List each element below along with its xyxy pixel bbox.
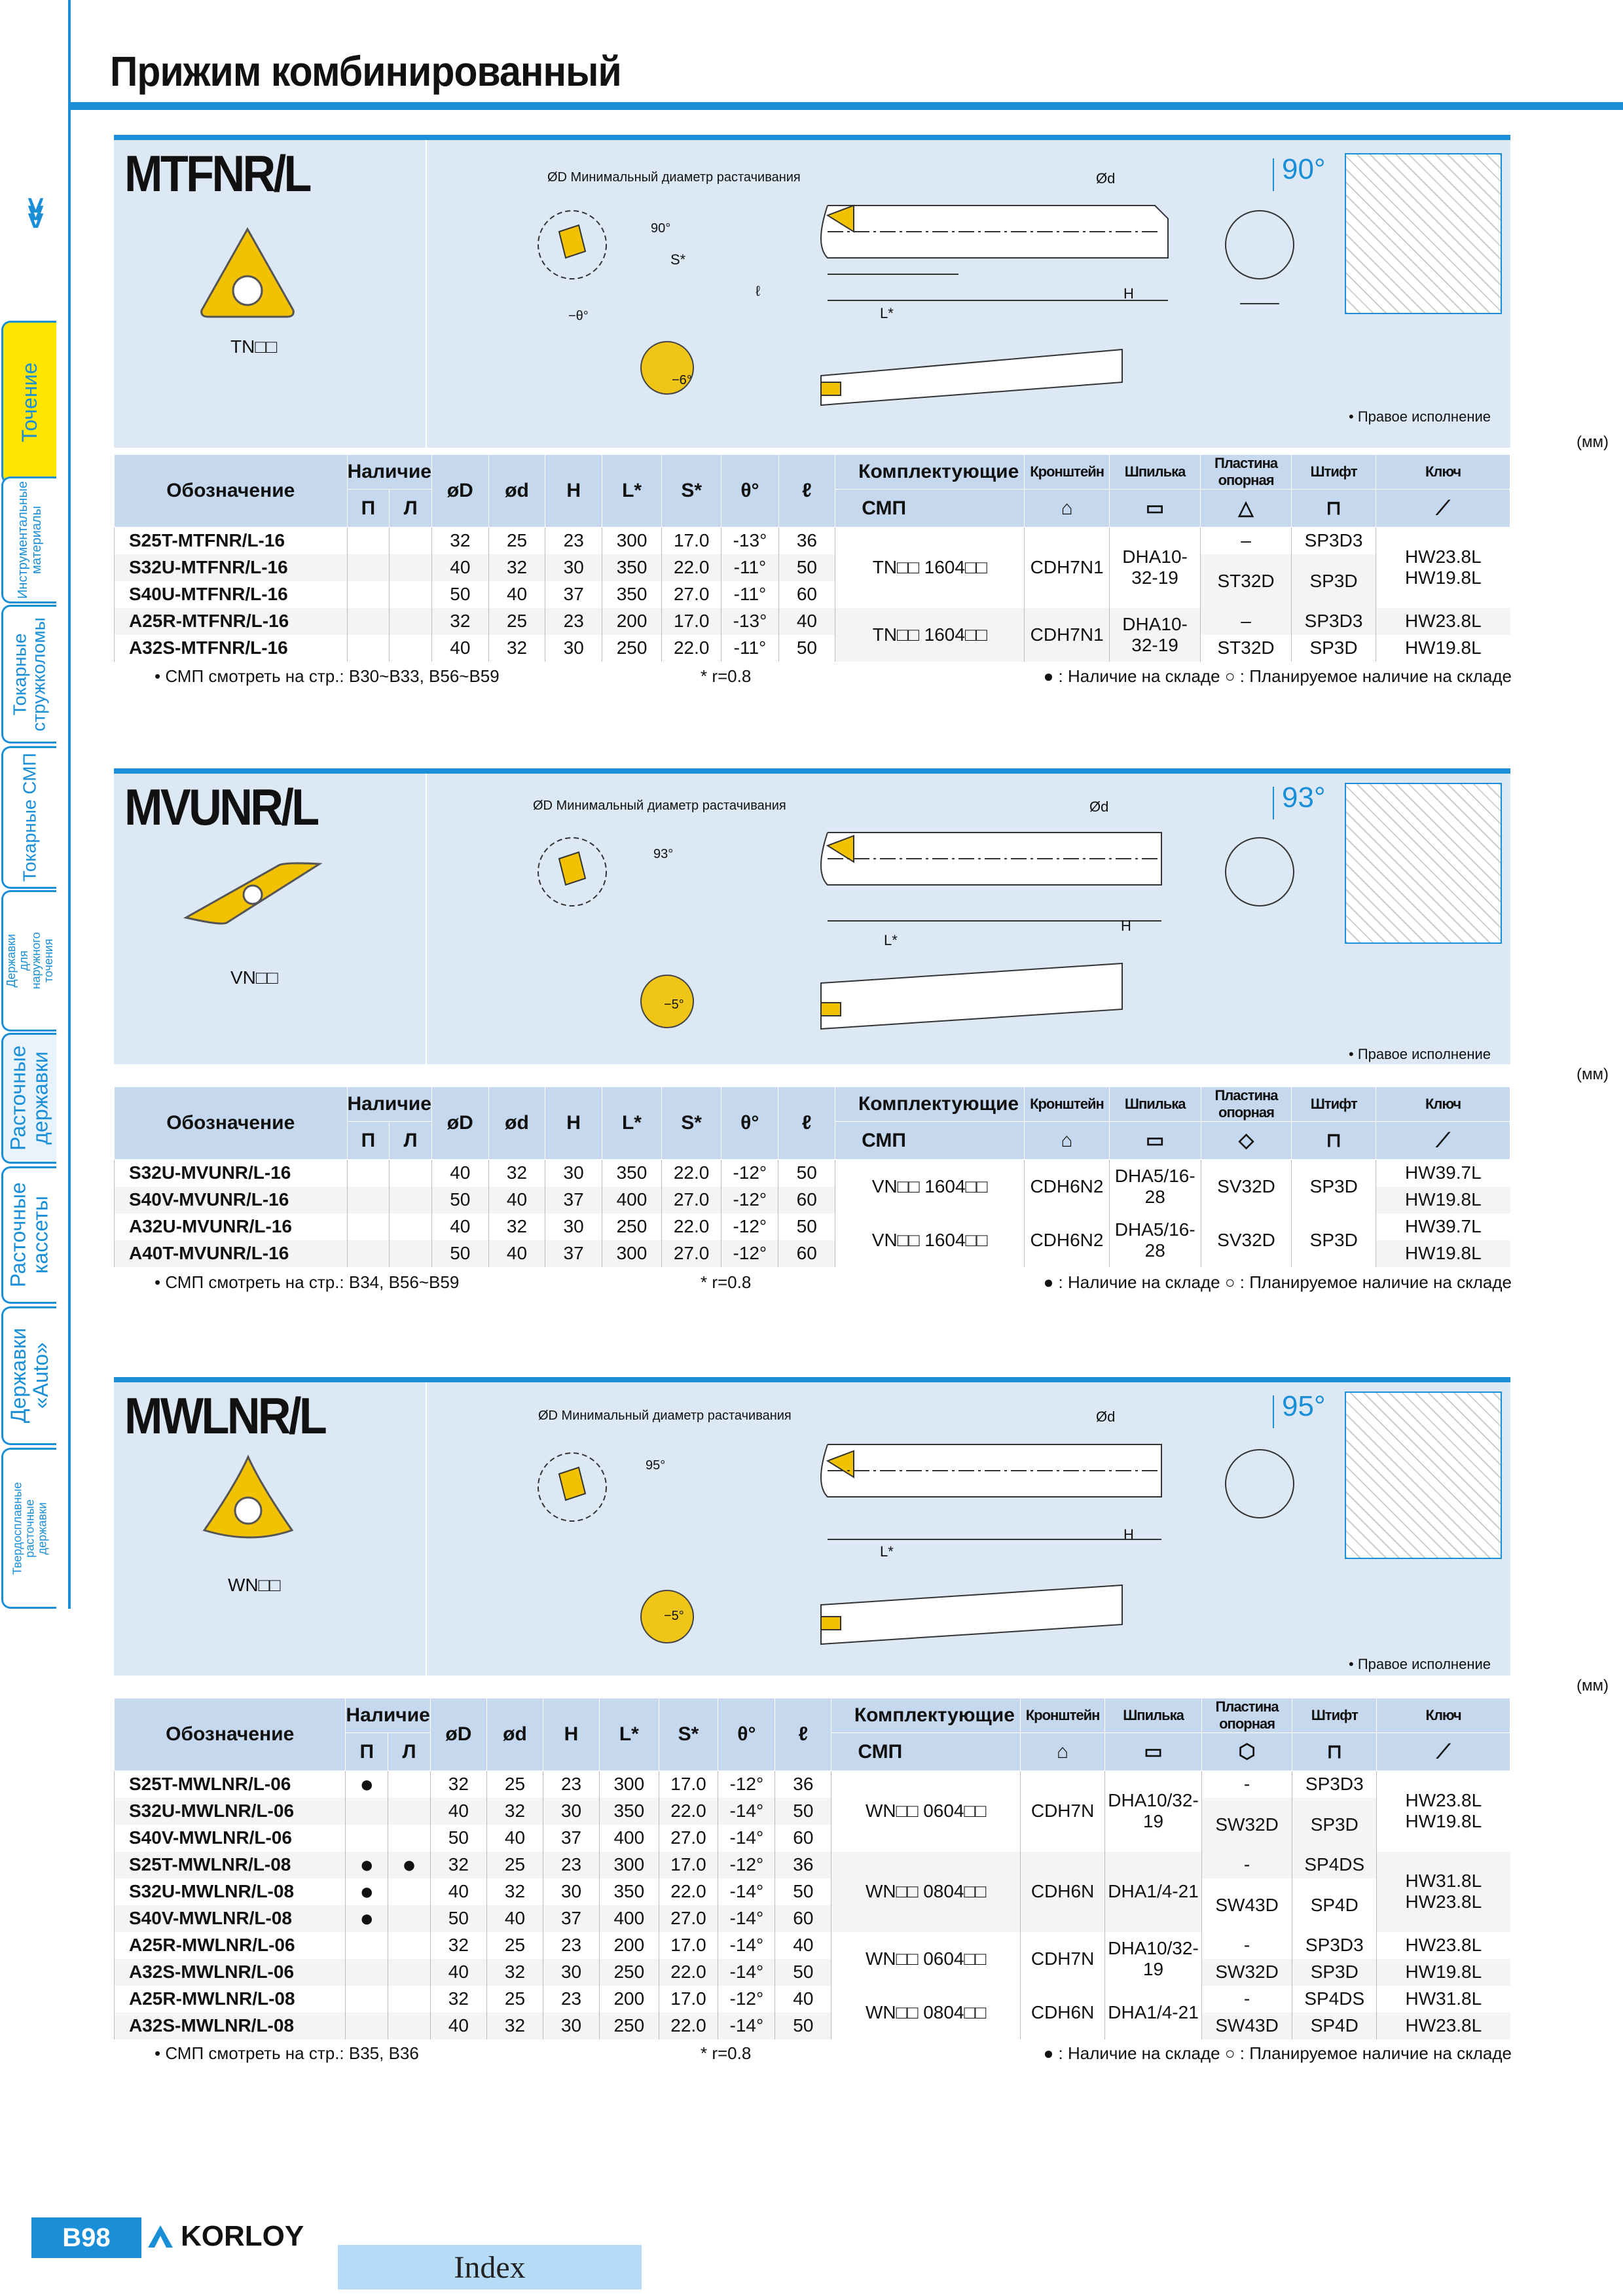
col-seat: Пластина опорная bbox=[1201, 1698, 1292, 1733]
min-bore-label: ØD Минимальный диаметр растачивания bbox=[538, 1408, 792, 1423]
table-row: A32S-MWLNR/L-06 40 32 30 250 22.0 -14° 50 SW32D SP3D HW19.8L bbox=[115, 1959, 1510, 1986]
col-insert: СМП bbox=[831, 1733, 1021, 1771]
table-row: S25T-MTFNR/L-16 32 25 23 300 17.0 -13° 36 TN□□ 1604□□ CDH7N1 DHA10-32-19 – SP3D3 HW23.8L HW19.8L bbox=[115, 528, 1510, 554]
dowel-icon: ⊓ bbox=[1292, 1733, 1377, 1771]
col-parts: Комплектующие bbox=[835, 455, 1025, 490]
radius-note: * r=0.8 bbox=[701, 666, 752, 686]
col-dowel: Штифт bbox=[1291, 455, 1376, 490]
section-name: MVUNR/L bbox=[124, 778, 318, 836]
insert-ref-note[interactable]: • СМП смотреть на стр.: B35, B36 bbox=[155, 2043, 419, 2063]
section-name: MWLNR/L bbox=[124, 1387, 325, 1444]
tool-drawing bbox=[533, 166, 1332, 441]
min-bore-label: ØD Минимальный диаметр растачивания bbox=[547, 170, 801, 185]
approach-angle: 90° bbox=[1282, 153, 1326, 185]
seat-icon: △ bbox=[1201, 490, 1292, 528]
tab-turning[interactable]: Точение bbox=[1, 321, 56, 484]
L-label: L* bbox=[884, 932, 898, 948]
theta-label: −θ° bbox=[568, 309, 589, 323]
col-D: øD bbox=[431, 455, 488, 528]
col-dowel: Штифт bbox=[1292, 1087, 1376, 1122]
table-row: A25R-MTFNR/L-16 32 25 23 200 17.0 -13° 40 TN□□ 1604□□ CDH7N1 DHA10-32-19 – SP3D3 HW23.8L bbox=[115, 608, 1510, 635]
neg6-label: −6° bbox=[672, 373, 692, 387]
boring-schematic bbox=[1345, 1391, 1502, 1559]
L-label: L* bbox=[880, 1543, 894, 1560]
table-row: S32U-MVUNR/L-16 40 32 30 350 22.0 -12° 50 VN□□ 1604□□ CDH6N2 DHA5/16-28 SV32D SP3D HW39.7L bbox=[115, 1160, 1510, 1187]
pin-icon: ▭ bbox=[1110, 490, 1201, 528]
table-mvunr bbox=[114, 1086, 1510, 1267]
col-L: L* bbox=[602, 1087, 661, 1160]
col-D: øD bbox=[431, 1087, 488, 1160]
dowel-icon: ⊓ bbox=[1291, 490, 1376, 528]
key-icon: ⟋ bbox=[1377, 1733, 1510, 1771]
table-row: S40V-MVUNR/L-16 50 40 37 400 27.0 -12° 60 HW19.8L bbox=[115, 1187, 1510, 1213]
stock-note: ● : Наличие на складе ○ : Планируемое наличие на складе bbox=[1043, 2043, 1512, 2063]
min-bore-label: ØD Минимальный диаметр растачивания bbox=[533, 798, 786, 813]
tool-drawing bbox=[533, 1408, 1332, 1677]
col-theta: θ° bbox=[721, 455, 778, 528]
col-theta: θ° bbox=[718, 1698, 775, 1771]
boring-schematic bbox=[1345, 153, 1502, 314]
insert-code: WN□□ bbox=[228, 1575, 281, 1595]
insert-code: VN□□ bbox=[230, 967, 278, 988]
trigon-insert-icon bbox=[199, 1453, 297, 1545]
page-title: Прижим комбинированный bbox=[110, 48, 621, 95]
table-row: S40V-MWLNR/L-06 50 40 37 400 27.0 -14° 60 bbox=[115, 1825, 1510, 1852]
col-H: H bbox=[545, 1087, 602, 1160]
table-row: A25R-MWLNR/L-08 32 25 23 200 17.0 -12° 40 WN□□ 0804□□ CDH6N DHA1/4-21 - SP4DS HW31.8L bbox=[115, 1986, 1510, 2013]
section-mwlnr-panel bbox=[114, 1377, 1510, 1676]
col-key: Ключ bbox=[1377, 1698, 1510, 1733]
col-L: L* bbox=[600, 1698, 659, 1771]
stock-note: ● : Наличие на складе ○ : Планируемое наличие на складе bbox=[1043, 1272, 1512, 1292]
tab-boring-cartridges[interactable]: Расточные кассеты bbox=[1, 1166, 56, 1304]
table-mtfnr bbox=[114, 454, 1510, 662]
seat-icon: ◇ bbox=[1201, 1122, 1292, 1160]
right-hand-note: • Правое исполнение bbox=[1349, 1046, 1491, 1062]
back-arrows-icon[interactable]: <<< bbox=[20, 206, 52, 229]
col-parts: Комплектующие bbox=[835, 1087, 1025, 1122]
od-label: Ød bbox=[1096, 170, 1116, 187]
neg5-label: −5° bbox=[664, 1609, 684, 1623]
tab-chipbreakers[interactable]: Токарные стружколомы bbox=[1, 605, 56, 744]
table-row: S32U-MTFNR/L-16 40 32 30 350 22.0 -11° 50 ST32D SP3D bbox=[115, 554, 1510, 581]
table-row: S25T-MWLNR/L-06 ● 32 25 23 300 17.0 -12° 36 WN□□ 0604□□ CDH7N DHA10/32-19 - SP3D3 HW23.8L HW19.8L bbox=[115, 1771, 1510, 1798]
rhombic-insert-icon bbox=[181, 859, 325, 931]
col-insert: СМП bbox=[835, 1122, 1025, 1160]
approach-angle: 93° bbox=[1282, 781, 1326, 814]
col-p: П bbox=[346, 1733, 388, 1771]
insert-ref-note[interactable]: • СМП смотреть на стр.: B34, B56~B59 bbox=[155, 1272, 460, 1292]
table-row: S25T-MWLNR/L-08 ● ● 32 25 23 300 17.0 -12° 36 WN□□ 0804□□ CDH6N DHA1/4-21 - SP4DS HW31.8L HW23.8L bbox=[115, 1852, 1510, 1878]
col-d: ød bbox=[488, 1087, 545, 1160]
right-hand-note: • Правое исполнение bbox=[1349, 1656, 1491, 1672]
boring-schematic bbox=[1345, 783, 1502, 944]
col-l: Л bbox=[390, 490, 432, 528]
unit-label: (мм) bbox=[1577, 1066, 1609, 1083]
H-label: H bbox=[1123, 1526, 1134, 1543]
ell-label: ℓ bbox=[756, 283, 761, 299]
unit-label: (мм) bbox=[1577, 433, 1609, 451]
col-seat: Пластина опорная bbox=[1201, 455, 1292, 490]
col-p: П bbox=[347, 490, 390, 528]
col-theta: θ° bbox=[721, 1087, 778, 1160]
col-pin: Шпилька bbox=[1109, 1087, 1201, 1122]
table-row: S40U-MTFNR/L-16 50 40 37 350 27.0 -11° 60 bbox=[115, 581, 1510, 608]
insert-code: TN□□ bbox=[230, 336, 278, 357]
tab-external-holders[interactable]: Державки для наружного точения bbox=[1, 890, 56, 1031]
dowel-icon: ⊓ bbox=[1292, 1122, 1376, 1160]
L-label: L* bbox=[880, 305, 894, 321]
col-designation: Обозначение bbox=[115, 455, 348, 528]
angle-label: 90° bbox=[651, 221, 671, 236]
col-S: S* bbox=[662, 455, 721, 528]
col-p: П bbox=[347, 1122, 390, 1160]
stock-note: ● : Наличие на складе ○ : Планируемое наличие на складе bbox=[1043, 666, 1512, 686]
col-D: øD bbox=[430, 1698, 486, 1771]
col-parts: Комплектующие bbox=[831, 1698, 1021, 1733]
table-mwlnr bbox=[114, 1698, 1510, 2039]
table-row: A32S-MTFNR/L-16 40 32 30 250 22.0 -11° 50 ST32D SP3D HW19.8L bbox=[115, 635, 1510, 662]
col-availability: Наличие bbox=[347, 1087, 431, 1122]
table-row: S40V-MWLNR/L-08 ● 50 40 37 400 27.0 -14° 60 bbox=[115, 1905, 1510, 1932]
section-name: MTFNR/L bbox=[124, 145, 310, 202]
s-label: S* bbox=[670, 251, 686, 268]
col-L: L* bbox=[602, 455, 662, 528]
angle-label: 93° bbox=[653, 847, 674, 861]
table-row: A40T-MVUNR/L-16 50 40 37 300 27.0 -12° 60 HW19.8L bbox=[115, 1240, 1510, 1267]
table-row: S32U-MWLNR/L-08 ● 40 32 30 350 22.0 -14° 50 SW43D SP4D bbox=[115, 1878, 1510, 1905]
table-row: A32U-MVUNR/L-16 40 32 30 250 22.0 -12° 50 VN□□ 1604□□ CDH6N2 DHA5/16-28 SV32D SP3D HW39.7L bbox=[115, 1213, 1510, 1240]
col-ell: ℓ bbox=[778, 1087, 835, 1160]
col-S: S* bbox=[661, 1087, 721, 1160]
brand-logo bbox=[145, 2220, 304, 2253]
col-l: Л bbox=[388, 1733, 431, 1771]
pin-icon: ▭ bbox=[1105, 1733, 1202, 1771]
key-icon: ⟋ bbox=[1376, 490, 1510, 528]
key-icon: ⟋ bbox=[1376, 1122, 1510, 1160]
col-insert: СМП bbox=[835, 490, 1025, 528]
tool-drawing bbox=[533, 800, 1332, 1062]
table-row: A32S-MWLNR/L-08 40 32 30 250 22.0 -14° 50 SW43D SP4D HW23.8L bbox=[115, 2013, 1510, 2039]
table-row: S32U-MWLNR/L-06 40 32 30 350 22.0 -14° 50 SW32D SP3D bbox=[115, 1798, 1510, 1825]
index-button[interactable]: Index bbox=[338, 2245, 642, 2289]
col-dowel: Штифт bbox=[1292, 1698, 1377, 1733]
bracket-icon: ⌂ bbox=[1025, 490, 1110, 528]
col-availability: Наличие bbox=[347, 455, 431, 490]
col-d: ød bbox=[486, 1698, 543, 1771]
col-bracket: Кронштейн bbox=[1025, 455, 1110, 490]
pin-icon: ▭ bbox=[1109, 1122, 1201, 1160]
od-label: Ød bbox=[1089, 798, 1109, 815]
col-bracket: Кронштейн bbox=[1025, 1087, 1110, 1122]
angle-label: 95° bbox=[646, 1458, 666, 1473]
triangle-insert-icon bbox=[195, 225, 300, 323]
col-d: ød bbox=[488, 455, 545, 528]
tab-auto-holders[interactable]: Державки «Auto» bbox=[1, 1306, 56, 1445]
radius-note: * r=0.8 bbox=[701, 1272, 752, 1292]
col-seat: Пластина опорная bbox=[1201, 1087, 1292, 1122]
H-label: H bbox=[1123, 285, 1134, 302]
neg5-label: −5° bbox=[664, 997, 684, 1012]
col-H: H bbox=[545, 455, 602, 528]
col-key: Ключ bbox=[1376, 455, 1510, 490]
col-ell: ℓ bbox=[778, 455, 835, 528]
bracket-icon: ⌂ bbox=[1020, 1733, 1104, 1771]
brand-name: KORLOY bbox=[181, 2220, 304, 2252]
right-hand-note: • Правое исполнение bbox=[1349, 408, 1491, 425]
table-row: A25R-MWLNR/L-06 32 25 23 200 17.0 -14° 40 WN□□ 0604□□ CDH7N DHA10/32-19 - SP3D3 HW23.8L bbox=[115, 1932, 1510, 1959]
tab-boring-bars[interactable]: Расточные державки bbox=[1, 1033, 56, 1164]
tab-tool-materials[interactable]: Инструментальные материалы bbox=[1, 476, 56, 603]
H-label: H bbox=[1121, 918, 1131, 934]
col-pin: Шпилька bbox=[1105, 1698, 1202, 1733]
section-mvunr-panel bbox=[114, 768, 1510, 1064]
page-number: B98 bbox=[31, 2217, 141, 2258]
col-designation: Обозначение bbox=[115, 1087, 348, 1160]
radius-note: * r=0.8 bbox=[701, 2043, 752, 2063]
section-mtfnr-panel bbox=[114, 135, 1510, 448]
tab-turning-inserts[interactable]: Токарные СМП bbox=[1, 746, 56, 889]
col-S: S* bbox=[659, 1698, 718, 1771]
title-rule bbox=[71, 102, 1623, 110]
col-bracket: Кронштейн bbox=[1020, 1698, 1104, 1733]
col-key: Ключ bbox=[1376, 1087, 1510, 1122]
od-label: Ød bbox=[1096, 1408, 1116, 1425]
approach-angle: 95° bbox=[1282, 1390, 1326, 1422]
korloy-logo-icon bbox=[145, 2221, 175, 2251]
tab-carbide-boring[interactable]: Твердосплавные расточные державки bbox=[1, 1448, 56, 1609]
insert-ref-note[interactable]: • СМП смотреть на стр.: B30~B33, B56~B59 bbox=[155, 666, 500, 686]
col-designation: Обозначение bbox=[115, 1698, 346, 1771]
col-H: H bbox=[543, 1698, 599, 1771]
col-l: Л bbox=[390, 1122, 432, 1160]
col-pin: Шпилька bbox=[1110, 455, 1201, 490]
seat-icon: ⬡ bbox=[1201, 1733, 1292, 1771]
sidebar bbox=[0, 0, 71, 2296]
col-availability: Наличие bbox=[346, 1698, 430, 1733]
unit-label: (мм) bbox=[1577, 1677, 1609, 1695]
bracket-icon: ⌂ bbox=[1025, 1122, 1110, 1160]
col-ell: ℓ bbox=[775, 1698, 831, 1771]
